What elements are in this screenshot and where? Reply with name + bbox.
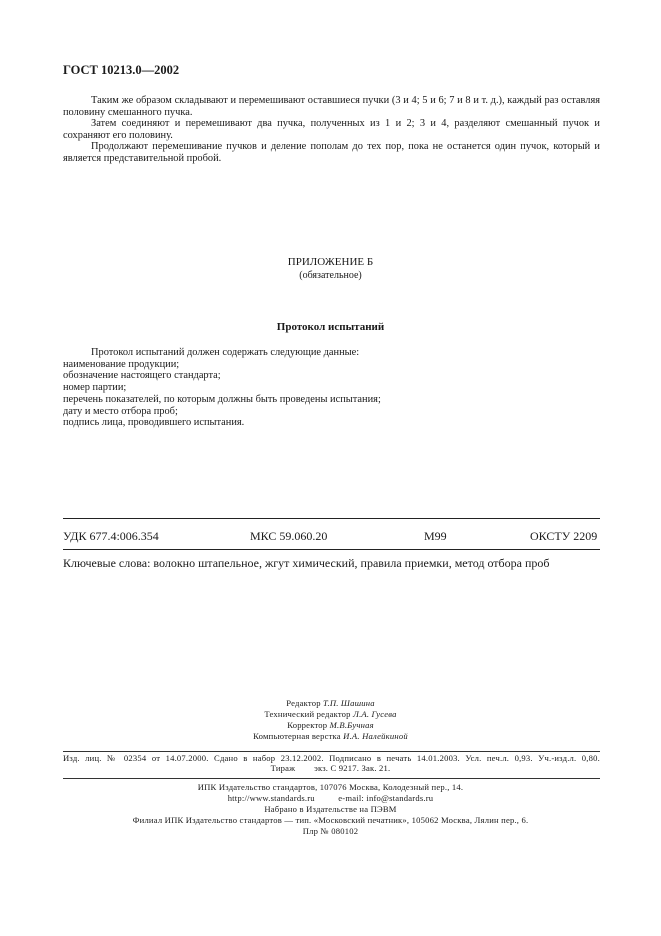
- divider-print: [63, 751, 600, 752]
- divider-middle: [63, 549, 600, 550]
- credit-label: Корректор: [287, 720, 328, 730]
- credits-block: [0, 698, 661, 742]
- credit-label: Компьютерная верстка: [253, 731, 341, 741]
- publisher-contacts: http://www.standards.ru e-mail: info@standards.ru: [227, 793, 434, 803]
- list-item: наименование продукции;: [63, 358, 180, 370]
- appendix-title: ПРИЛОЖЕНИЕ Б: [287, 256, 374, 268]
- credit-label: Технический редактор: [264, 709, 351, 719]
- credit-corrector: [0, 720, 661, 731]
- credit-name: Т.П. Шашина: [323, 698, 375, 708]
- paragraph-2: Затем соединяют и перемешивают два пучка, полученных из 1 и 2; 3 и 4, разделяют смешанный пучок и сохраняют его половину.: [63, 118, 600, 141]
- paragraph-1: Таким же образом складывают и перемешивают оставшиеся пучки (3 и 4; 5 и 6; 7 и 8 и т. д.), каждый раз оставляя половину смешанного пучка.: [63, 95, 600, 118]
- keywords: Ключевые слова: волокно штапельное, жгут химический, правила приемки, метод отбора проб: [63, 556, 550, 570]
- list-item: подпись лица, проводившего испытания.: [63, 417, 245, 429]
- divider-publisher: [63, 778, 600, 779]
- publisher-typeset: Набрано в Издательстве на ПЭВМ: [264, 804, 397, 814]
- credit-label: Редактор: [286, 698, 321, 708]
- credit-tech-editor: [0, 709, 661, 720]
- list-item: перечень показателей, по которым должны быть проведены испытания;: [63, 393, 381, 405]
- paragraph-3: Продолжают перемешивание пучков и деление пополам до тех пор, пока не останется один пучок, который и является представительной пробой.: [63, 141, 600, 164]
- document-code: ГОСТ 10213.0—2002: [63, 63, 180, 77]
- section-title: Протокол испытаний: [276, 321, 385, 333]
- list-item: номер партии;: [63, 382, 127, 394]
- print-details: Изд. лиц. № 02354 от 14.07.2000. Сдано в набор 23.12.2002. Подписано в печать 14.01.2003. Усл. печ.л. 0,93. Уч.-изд.л. 0,80.: [63, 753, 600, 763]
- okstu-code: ОКСТУ 2209: [530, 529, 598, 543]
- credit-name: М.В.Бучная: [329, 720, 374, 730]
- credit-name: И.А. Налейкиной: [343, 731, 408, 741]
- print-run: Тираж экз. С 9217. Зак. 21.: [270, 763, 391, 773]
- mks-code: МКС 59.060.20: [250, 529, 328, 543]
- appendix-subtitle: (обязательное): [299, 270, 362, 281]
- requirements-list: [63, 347, 381, 429]
- credit-name: Л.А. Гусева: [353, 709, 397, 719]
- credit-editor: [0, 698, 661, 709]
- list-item: обозначение настоящего стандарта;: [63, 370, 221, 382]
- publisher-branch: Филиал ИПК Издательство стандартов — тип. «Московский печатник», 105062 Москва, Лялин пер., 6.: [132, 815, 529, 825]
- list-lead: Протокол испытаний должен содержать следующие данные:: [91, 347, 360, 358]
- publisher-license: Плр № 080102: [302, 826, 359, 836]
- credit-layout: [0, 731, 661, 742]
- list-item: дату и место отбора проб;: [63, 405, 178, 417]
- divider-top: [63, 518, 600, 519]
- publisher-address: ИПК Издательство стандартов, 107076 Москва, Колодезный пер., 14.: [197, 782, 464, 792]
- publisher-block: [0, 782, 661, 837]
- udk-code: УДК 677.4:006.354: [63, 529, 159, 543]
- group-code: М99: [424, 529, 447, 543]
